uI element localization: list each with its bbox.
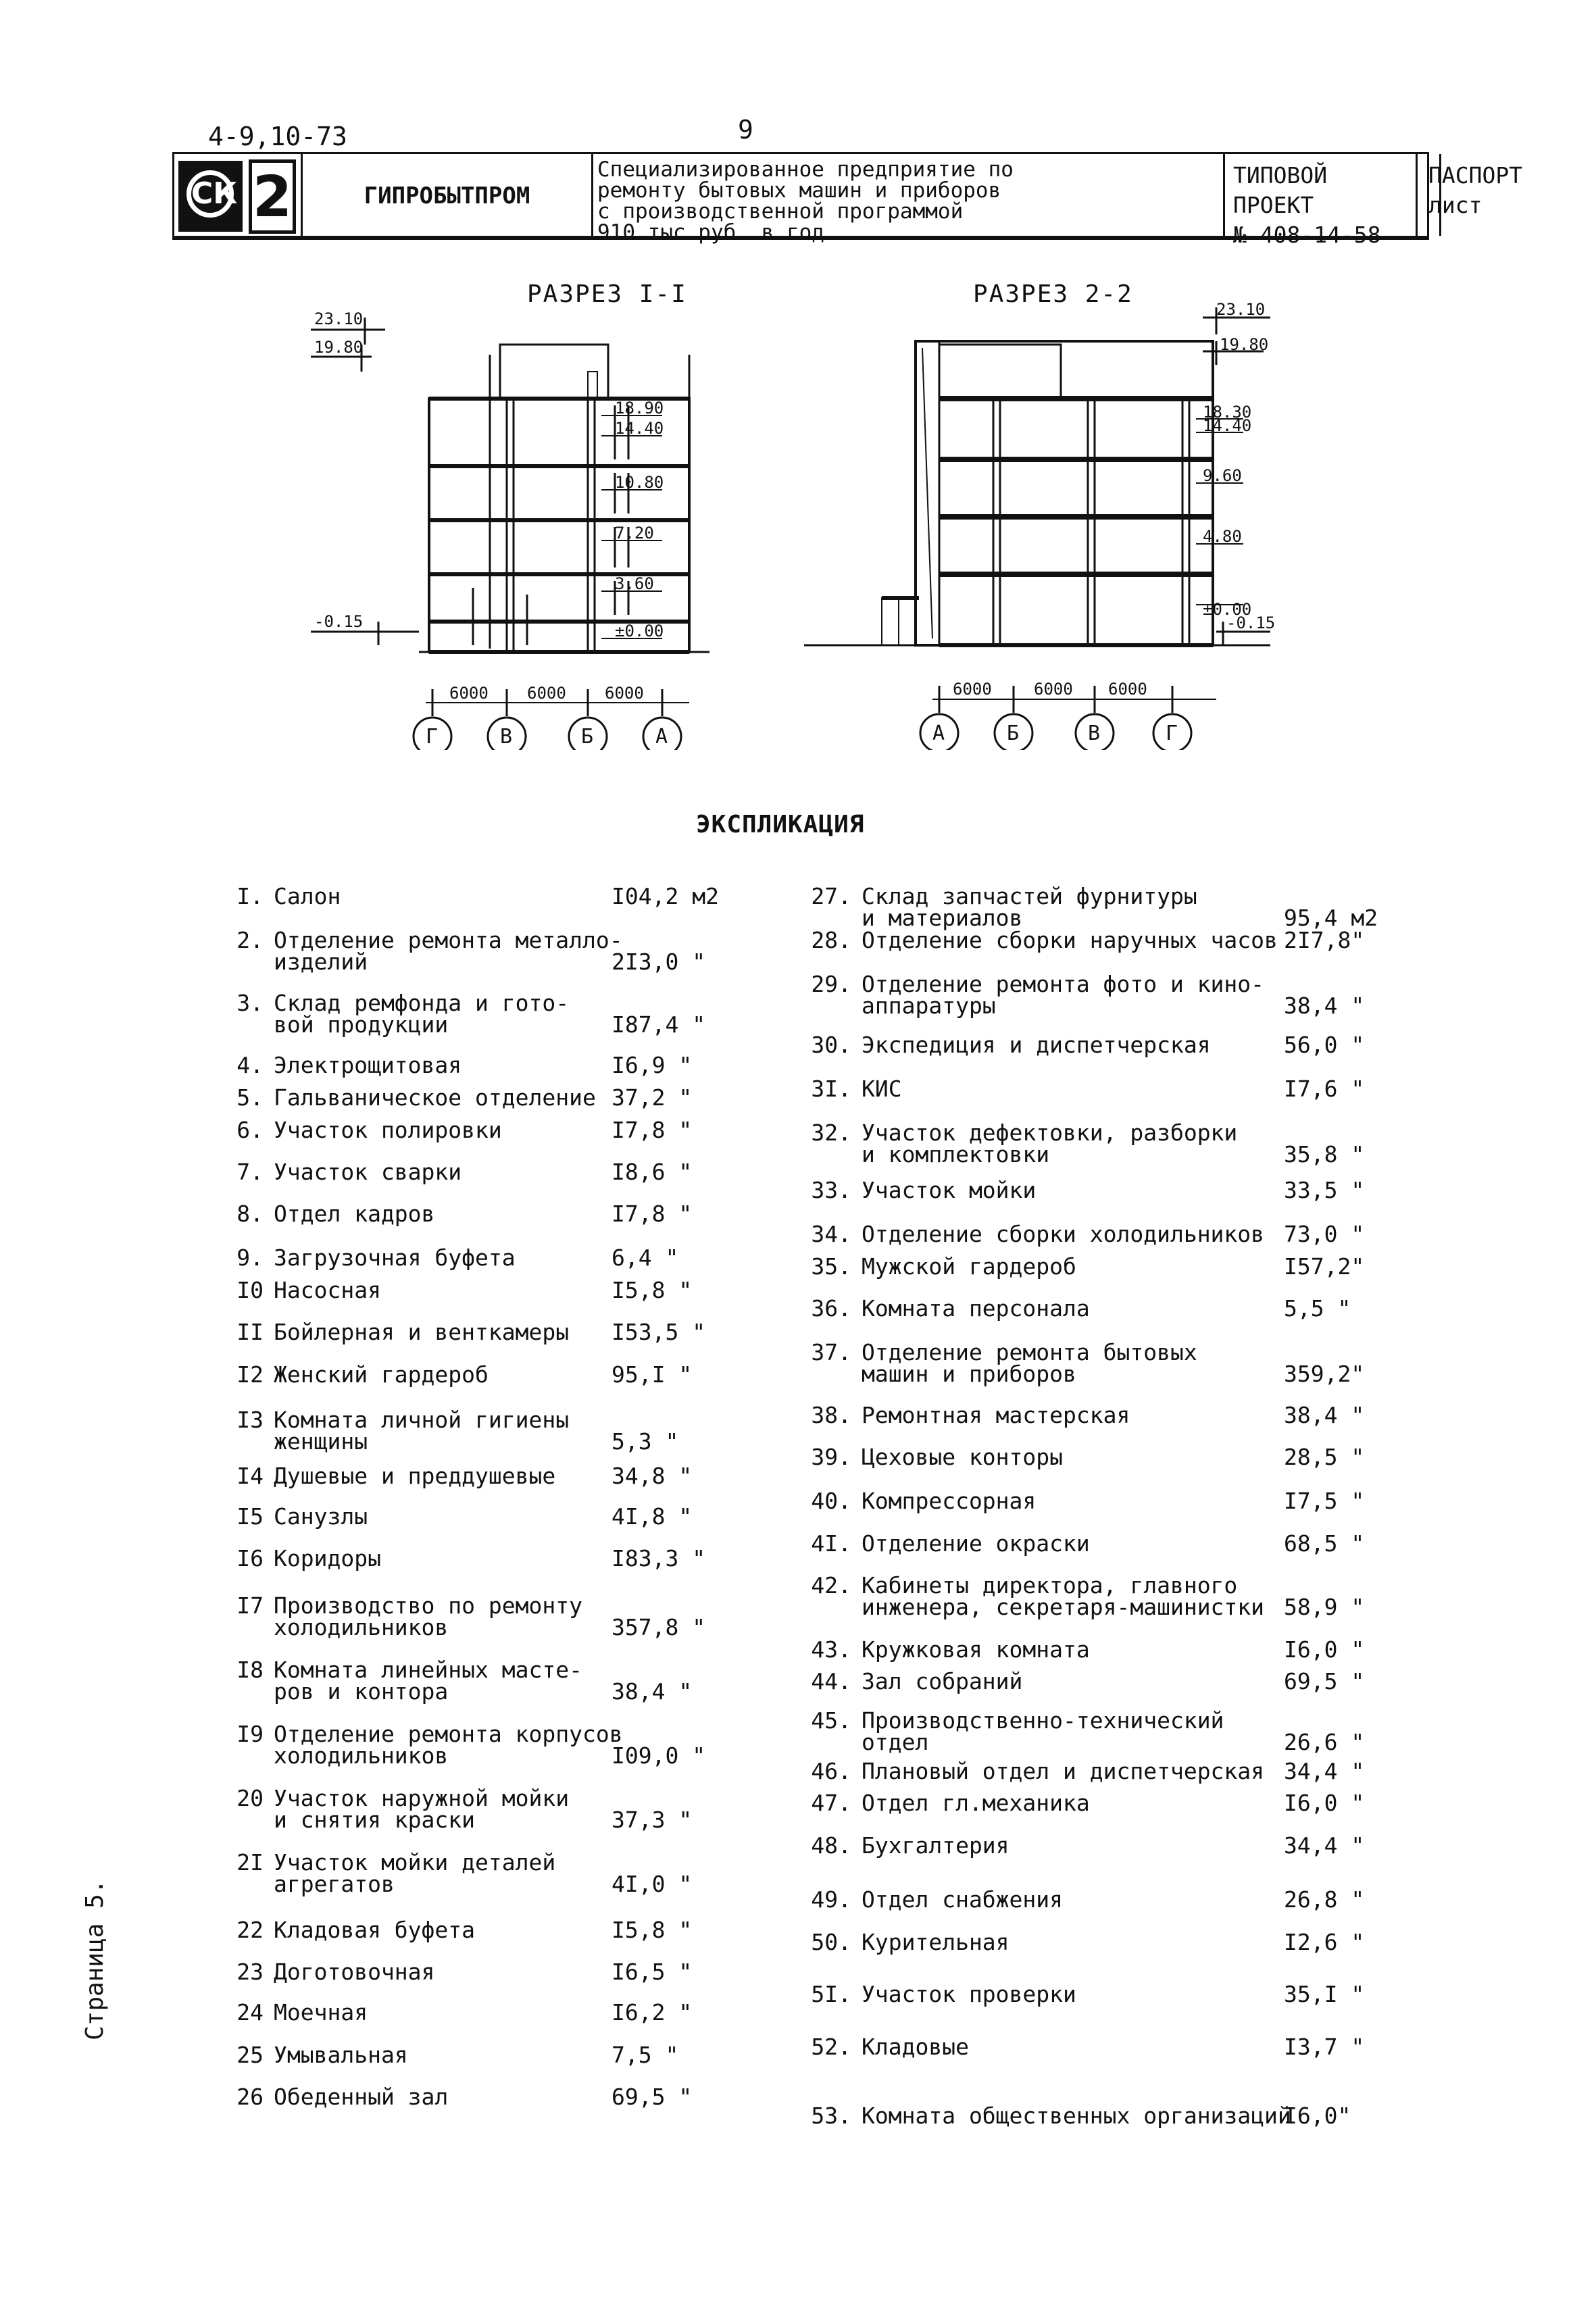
item-area: 95,4 м2 — [1284, 905, 1378, 931]
logo-number: 2 — [249, 159, 296, 234]
item-area: 33,5 " — [1284, 1177, 1365, 1203]
logo-mark — [178, 161, 243, 232]
item-number: 2I — [236, 1849, 264, 1876]
item-name: Склад ремфонда и гото- — [274, 990, 570, 1016]
project-label: ТИПОВОЙ ПРОЕКТ — [1233, 162, 1328, 218]
item-area: I6,5 " — [612, 1959, 693, 1985]
section1-title: РАЗРЕЗ I-I — [527, 280, 687, 308]
item-name: Отдел снабжения — [862, 1886, 1064, 1913]
item-name: Моечная — [274, 1999, 368, 2026]
item-name: Компрессорная — [862, 1488, 1037, 1514]
level-label: 14.40 — [615, 419, 664, 438]
item-name: Насосная — [274, 1277, 381, 1303]
project-number: № 408-14-58 — [1233, 222, 1381, 248]
item-area: 69,5 " — [1284, 1668, 1365, 1694]
item-name: Отделение ремонта фото и кино- — [862, 971, 1265, 997]
item-area: I8,6 " — [612, 1159, 693, 1185]
item-number: I8 — [236, 1657, 264, 1683]
section1-drawing — [297, 304, 730, 750]
description-line: 910 тыс.руб. в год — [597, 220, 824, 245]
item-name: Отделение ремонта корпусов — [274, 1721, 623, 1747]
item-name: Обеденный зал — [274, 2084, 449, 2110]
item-number: 37. — [811, 1339, 851, 1365]
item-number: 32. — [811, 1120, 851, 1146]
item-name: холодильников — [274, 1742, 449, 1769]
item-number: I9 — [236, 1721, 264, 1747]
item-number: 46. — [811, 1758, 851, 1784]
item-name: Отделение ремонта бытовых — [862, 1339, 1197, 1365]
item-name: инженера, секретаря-машинистки — [862, 1594, 1265, 1620]
item-name: вой продукции — [274, 1011, 449, 1038]
document-code: 4-9,10-73 — [208, 122, 347, 151]
item-number: I2 — [236, 1361, 264, 1388]
level-label: 10.80 — [615, 473, 664, 492]
item-area: I7,6 " — [1284, 1076, 1365, 1102]
item-area: I53,5 " — [612, 1319, 706, 1345]
item-name: Кладовая буфета — [274, 1917, 476, 1943]
item-area: 26,8 " — [1284, 1886, 1365, 1913]
item-area: 35,I " — [1284, 1981, 1365, 2007]
item-number: 3I. — [811, 1076, 851, 1102]
page-number: 9 — [738, 115, 753, 145]
item-number: 39. — [811, 1444, 851, 1470]
item-name: Кружковая комната — [862, 1636, 1090, 1663]
item-name: Душевые и преддушевые — [274, 1463, 556, 1489]
organization-name: ГИПРОБЫТПРОМ — [303, 154, 593, 236]
item-number: 3. — [236, 990, 264, 1016]
item-area: I04,2 м2 — [612, 883, 719, 909]
axis-label: В — [1088, 722, 1101, 745]
item-name: Комната персонала — [862, 1295, 1090, 1322]
item-name: Доготовочная — [274, 1959, 435, 1985]
level-label: 3.60 — [615, 574, 654, 593]
item-name: Отдел гл.механика — [862, 1790, 1090, 1816]
item-area: 357,8 " — [612, 1614, 706, 1640]
level-label: 14.40 — [1203, 416, 1252, 435]
item-area: I5,8 " — [612, 1277, 693, 1303]
item-area: 7,5 " — [612, 2042, 679, 2068]
item-number: 2. — [236, 927, 264, 953]
item-number: 4I. — [811, 1530, 851, 1557]
item-name: Участок мойки — [862, 1177, 1037, 1203]
axis-label: Б — [1007, 722, 1020, 745]
level-label: 23.10 — [314, 309, 364, 328]
description-line: ремонту бытовых машин и приборов — [597, 178, 1001, 203]
item-area: 4I,8 " — [612, 1503, 693, 1530]
item-area: 38,4 " — [1284, 1402, 1365, 1428]
item-name: и комплектовки — [862, 1141, 1050, 1167]
item-name: изделий — [274, 949, 368, 975]
level-label: 4.80 — [1203, 527, 1242, 546]
item-area: 2I7,8" — [1284, 927, 1365, 953]
item-number: 5I. — [811, 1981, 851, 2007]
item-number: 35. — [811, 1253, 851, 1280]
section2-drawing — [797, 297, 1284, 750]
section2-title: РАЗРЕЗ 2-2 — [973, 280, 1133, 308]
item-area: I87,4 " — [612, 1011, 706, 1038]
axis-label: Г — [426, 725, 439, 749]
item-number: I4 — [236, 1463, 264, 1489]
span-label: 6000 — [527, 684, 566, 703]
logo-cell — [174, 154, 303, 236]
project-description — [593, 154, 1225, 245]
level-label: -0.15 — [314, 612, 364, 631]
item-number: 30. — [811, 1032, 851, 1058]
item-area: I2,6 " — [1284, 1929, 1365, 1955]
item-number: 42. — [811, 1572, 851, 1599]
item-name: Курительная — [862, 1929, 1009, 1955]
item-name: Женский гардероб — [274, 1361, 489, 1388]
level-label: ±0.00 — [615, 622, 664, 640]
item-area: 37,2 " — [612, 1084, 693, 1111]
item-name: Ремонтная мастерская — [862, 1402, 1130, 1428]
logo-circle-icon: СК — [186, 170, 234, 218]
item-name: Кабинеты директора, главного — [862, 1572, 1238, 1599]
item-number: 4. — [236, 1052, 264, 1078]
item-name: Кладовые — [862, 2034, 969, 2060]
axis-label: В — [500, 725, 513, 749]
item-number: 29. — [811, 971, 851, 997]
item-area: I7,8 " — [612, 1201, 693, 1227]
item-name: и материалов — [862, 905, 1023, 931]
axis-label: Б — [581, 725, 594, 749]
item-area: 5,5 " — [1284, 1295, 1351, 1322]
item-name: женщины — [274, 1428, 368, 1455]
item-name: машин и приборов — [862, 1361, 1076, 1387]
item-number: 9. — [236, 1244, 264, 1271]
item-name: и снятия краски — [274, 1807, 476, 1833]
item-number: 47. — [811, 1790, 851, 1816]
level-label: 18.90 — [615, 399, 664, 418]
item-number: I6 — [236, 1545, 264, 1571]
item-name: Комната линейных масте- — [274, 1657, 582, 1683]
item-area: I7,5 " — [1284, 1488, 1365, 1514]
item-name: Умывальная — [274, 2042, 408, 2068]
level-label: -0.15 — [1226, 613, 1276, 632]
side-page-label: Страница 5. — [81, 1879, 109, 2040]
item-name: Участок мойки деталей — [274, 1849, 556, 1876]
span-label: 6000 — [953, 680, 992, 699]
item-number: 53. — [811, 2103, 851, 2129]
axis-label: А — [655, 725, 668, 749]
span-label: 6000 — [1034, 680, 1073, 699]
item-number: I7 — [236, 1592, 264, 1619]
item-number: 27. — [811, 883, 851, 909]
item-number: 50. — [811, 1929, 851, 1955]
item-name: КИС — [862, 1076, 902, 1102]
item-name: Склад запчастей фурнитуры — [862, 883, 1197, 909]
item-area: 34,4 " — [1284, 1758, 1365, 1784]
span-label: 6000 — [1108, 680, 1147, 699]
item-name: Участок наружной мойки — [274, 1785, 570, 1811]
item-name: Мужской гардероб — [862, 1253, 1076, 1280]
item-number: 5. — [236, 1084, 264, 1111]
item-number: 40. — [811, 1488, 851, 1514]
sheet-cell: ПАСПОРТ лист — [1418, 154, 1441, 236]
item-area: 56,0 " — [1284, 1032, 1365, 1058]
axis-label: А — [932, 722, 945, 745]
level-label: 19.80 — [1220, 335, 1269, 354]
item-name: Участок дефектовки, разборки — [862, 1120, 1238, 1146]
item-name: аппаратуры — [862, 992, 996, 1019]
item-name: Экспедиция и диспетчерская — [862, 1032, 1211, 1058]
item-name: отдел — [862, 1729, 929, 1755]
item-number: 8. — [236, 1201, 264, 1227]
item-name: Салон — [274, 883, 341, 909]
item-name: Цеховые конторы — [862, 1444, 1064, 1470]
item-name: Зал собраний — [862, 1668, 1023, 1694]
item-name: Бухгалтерия — [862, 1832, 1009, 1859]
item-number: 24 — [236, 1999, 264, 2026]
item-name: Электрощитовая — [274, 1052, 462, 1078]
item-number: 48. — [811, 1832, 851, 1859]
item-area: I5,8 " — [612, 1917, 693, 1943]
span-label: 6000 — [605, 684, 644, 703]
project-cell — [1225, 154, 1418, 248]
item-area: 95,I " — [612, 1361, 693, 1388]
item-number: II — [236, 1319, 264, 1345]
item-name: Гальваническое отделение — [274, 1084, 596, 1111]
item-area: 5,3 " — [612, 1428, 679, 1455]
item-number: 26 — [236, 2084, 264, 2110]
item-area: I6,0 " — [1284, 1790, 1365, 1816]
item-area: 58,9 " — [1284, 1594, 1365, 1620]
item-name: Бойлерная и венткамеры — [274, 1319, 570, 1345]
item-area: 359,2" — [1284, 1361, 1365, 1387]
item-name: Участок проверки — [862, 1981, 1076, 2007]
level-label: ±0.00 — [1203, 600, 1252, 619]
item-area: I6,0 " — [1284, 1636, 1365, 1663]
description-line: с производственной программой — [597, 199, 964, 224]
item-area: 28,5 " — [1284, 1444, 1365, 1470]
axis-label: Г — [1166, 722, 1178, 745]
item-number: I0 — [236, 1277, 264, 1303]
item-name: Участок сварки — [274, 1159, 462, 1185]
item-name: Участок полировки — [274, 1117, 502, 1143]
level-label: 23.10 — [1216, 300, 1266, 319]
item-number: I5 — [236, 1503, 264, 1530]
item-number: 36. — [811, 1295, 851, 1322]
item-area: 37,3 " — [612, 1807, 693, 1833]
item-name: Отделение окраски — [862, 1530, 1090, 1557]
item-name: Отдел кадров — [274, 1201, 435, 1227]
item-area: 38,4 " — [612, 1678, 693, 1705]
item-area: 34,4 " — [1284, 1832, 1365, 1859]
description-line: Специализированное предприятие по — [597, 157, 1014, 182]
item-number: 49. — [811, 1886, 851, 1913]
item-number: 45. — [811, 1707, 851, 1734]
item-area: I6,9 " — [612, 1052, 693, 1078]
level-label: 7.20 — [615, 524, 654, 543]
item-number: 44. — [811, 1668, 851, 1694]
item-name: Отделение ремонта металло- — [274, 927, 623, 953]
item-area: 34,8 " — [612, 1463, 693, 1489]
item-name: Отделение сборки холодильников — [862, 1221, 1265, 1247]
span-label: 6000 — [449, 684, 489, 703]
item-number: 25 — [236, 2042, 264, 2068]
item-name: Санузлы — [274, 1503, 368, 1530]
level-label: 18.30 — [1203, 403, 1252, 422]
level-label: 19.80 — [314, 338, 364, 357]
item-area: 68,5 " — [1284, 1530, 1365, 1557]
item-name: агрегатов — [274, 1871, 395, 1897]
item-area: I09,0 " — [612, 1742, 706, 1769]
level-label: 9.60 — [1203, 466, 1242, 485]
item-name: Производственно-технический — [862, 1707, 1224, 1734]
item-area: 73,0 " — [1284, 1221, 1365, 1247]
item-area: I6,0" — [1284, 2103, 1351, 2129]
item-area: I57,2" — [1284, 1253, 1365, 1280]
explication-title: ЭКСПЛИКАЦИЯ — [696, 811, 865, 838]
item-number: 43. — [811, 1636, 851, 1663]
item-area: I6,2 " — [612, 1999, 693, 2026]
item-number: 52. — [811, 2034, 851, 2060]
item-number: 6. — [236, 1117, 264, 1143]
item-name: холодильников — [274, 1614, 449, 1640]
item-area: I3,7 " — [1284, 2034, 1365, 2060]
item-number: 28. — [811, 927, 851, 953]
item-name: Плановый отдел и диспетчерская — [862, 1758, 1265, 1784]
item-name: Производство по ремонту — [274, 1592, 582, 1619]
item-area: 38,4 " — [1284, 992, 1365, 1019]
item-area: 4I,0 " — [612, 1871, 693, 1897]
item-number: 22 — [236, 1917, 264, 1943]
item-number: 33. — [811, 1177, 851, 1203]
item-number: 20 — [236, 1785, 264, 1811]
item-name: Отделение сборки наручных часов — [862, 927, 1278, 953]
item-number: 34. — [811, 1221, 851, 1247]
item-area: 26,6 " — [1284, 1729, 1365, 1755]
item-name: Комната личной гигиены — [274, 1407, 570, 1433]
item-name: ров и контора — [274, 1678, 449, 1705]
item-area: 35,8 " — [1284, 1141, 1365, 1167]
item-name: Загрузочная буфета — [274, 1244, 516, 1271]
item-area: I83,3 " — [612, 1545, 706, 1571]
item-name: Коридоры — [274, 1545, 381, 1571]
item-number: 7. — [236, 1159, 264, 1185]
item-number: 23 — [236, 1959, 264, 1985]
item-area: 6,4 " — [612, 1244, 679, 1271]
item-number: 38. — [811, 1402, 851, 1428]
item-number: I. — [236, 883, 264, 909]
item-area: 2I3,0 " — [612, 949, 706, 975]
item-number: I3 — [236, 1407, 264, 1433]
item-area: 69,5 " — [612, 2084, 693, 2110]
item-area: I7,8 " — [612, 1117, 693, 1143]
title-block — [172, 152, 1523, 248]
item-name: Комната общественных организаций — [862, 2103, 1291, 2129]
